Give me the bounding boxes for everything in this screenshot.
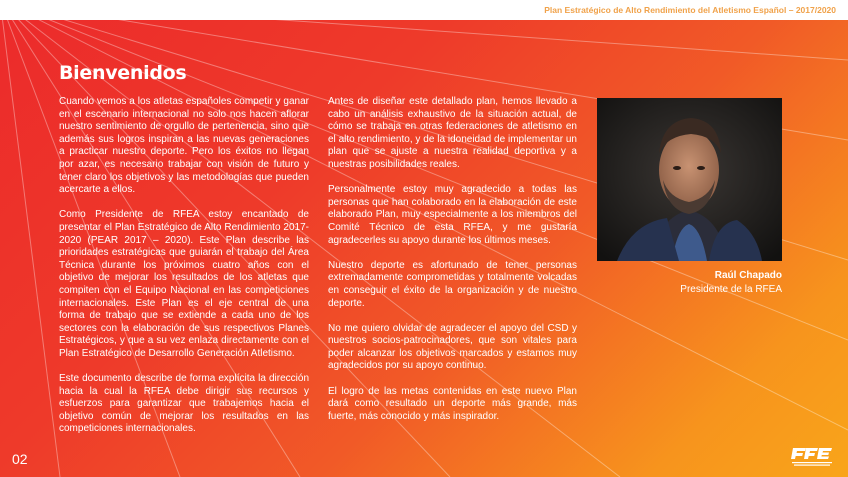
header-bar: [0, 0, 848, 20]
paragraph: Antes de diseñar este detallado plan, hemos llevado a cabo un análisis exhaustivo de la situación actual, de cómo se trabaja en otras federaciones de atletismo en el alto rendimiento, y de la idoneidad de implementar un plan que se ajuste a nuestra realidad deportiva y a nuestras posibilidades reales.: [328, 96, 577, 170]
paragraph: Nuestro deporte es afortunado de tener personas extremadamente comprometidas y totalmente volcadas en conseguir el éxito de la organización y de nuestro deporte.: [328, 259, 577, 309]
page-heading: Bienvenidos: [59, 62, 187, 84]
text-column-2: [328, 96, 577, 436]
page-number: 02: [12, 451, 28, 467]
portrait-photo: [597, 98, 782, 261]
caption-role: Presidente de la RFEA: [680, 284, 782, 295]
paragraph: No me quiero olvidar de agradecer el apoyo del CSD y nuestros socios-patrocinadores, que son vitales para poder alcanzar los objetivos marcados y estamos muy agradecidos por su apoyo continuo.: [328, 322, 577, 372]
text-column-1: [59, 96, 309, 449]
rfea-logo: [790, 446, 834, 468]
paragraph: Personalmente estoy muy agradecido a todas las personas que han colaborado en la elaboración de este elaborado Plan, muy especialmente a los miembros del Comité Técnico de esta RFEA, y me gustaría agradecerles su apoyo durante los últimos meses.: [328, 184, 577, 246]
caption-name: Raúl Chapado: [714, 270, 782, 281]
paragraph: Cuando vemos a los atletas españoles competir y ganar en el escenario internacional no solo nos hacen aflorar nuestro sentimiento de orgullo de pertenencia, sino que además sus logros inspiran a las nuevas generaciones a practicar nuestro deporte. Pero los éxitos no llegan por azar, es necesario trabajar con visión de futuro y tener claro los objetivos y las metodologías que pueden acercarte a ellos.: [59, 96, 309, 196]
header-title: Plan Estratégico de Alto Rendimiento del Atletismo Español – 2017/2020: [544, 5, 836, 15]
paragraph: El logro de las metas contenidas en este nuevo Plan dará como resultado un deporte más grande, más fuerte, más conocido y más inspirador.: [328, 385, 577, 422]
paragraph: Como Presidente de RFEA estoy encantado de presentar el Plan Estratégico de Alto Rendimiento 2017-2020 (PEAR 2017 – 2020). Este Plan describe las prioridades estratégicas que guiarán el trabajo del Área Técnica durante los próximos cuatro años con el objetivo de mejorar los resultados de los atletas que compiten con el Equipo Nacional en las competiciones internacionales. Este Plan es el eje central de una forma de trabajo que se extiende a cada uno de los sectores con la elaboración de sus respectivos Planes Estratégicos, y que a su vez enlaza directamente con el Plan Estratégico de Desarrollo Generación Atletismo.: [59, 209, 309, 359]
paragraph: Este documento describe de forma explícita la dirección hacia la cual la RFEA debe dirigir sus recursos y esfuerzos para garantizar que trabajemos hacia el objetivo común de mejorar los resultados en las competiciones internacionales.: [59, 373, 309, 435]
